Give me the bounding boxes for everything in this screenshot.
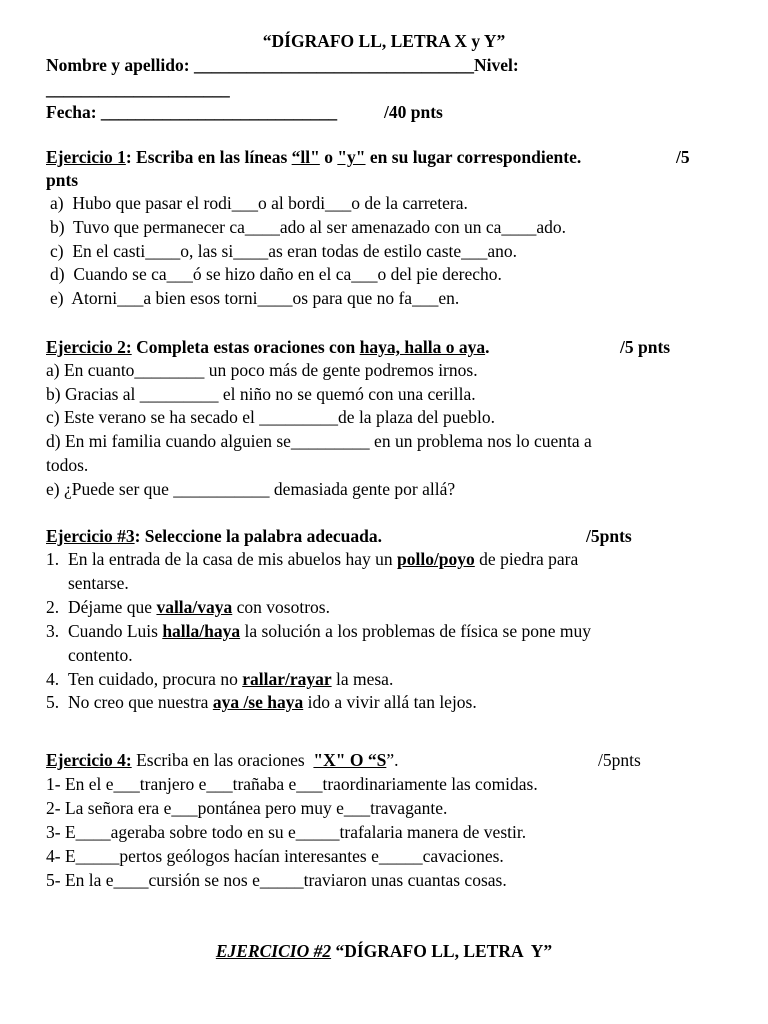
name-field: Nombre y apellido: ________________________________Nivel: [46, 55, 519, 75]
ex3-item-5-post: ido a vivir allá tan lejos. [303, 692, 477, 712]
ex1-ll: “ll" [291, 147, 320, 167]
ex3-instr: : Seleccione la palabra adecuada. [134, 526, 383, 546]
ex3-heading [46, 525, 382, 547]
worksheet-title: “DÍGRAFO LL, LETRA X y Y” [262, 31, 506, 51]
ex3-item-5-num: 5. [46, 692, 60, 712]
ex3-item-1-pre: En la entrada de la casa de mis abuelos hay un [68, 549, 397, 569]
total-points: /40 pnts [384, 102, 443, 122]
ex3-item-2-num: 2. [46, 597, 60, 617]
ex3-item-3-option: halla/haya [162, 621, 241, 641]
ex3-item-1-cont: sentarse. [68, 573, 129, 593]
ex4-letters: "X" O “S [313, 750, 387, 770]
ex3-item-4 [68, 668, 393, 690]
ex3-item-3-num: 3. [46, 621, 60, 641]
ex1-item-d: d) Cuando se ca___ó se hizo daño en el ca___o del pie derecho. [50, 264, 502, 284]
ex4-item-1: 1- En el e___tranjero e___trañaba e___traordinariamente las comidas. [46, 774, 538, 794]
ex1-heading [46, 146, 581, 168]
ex3-item-2 [68, 596, 330, 618]
ex2-instr: Completa estas oraciones con [131, 337, 360, 357]
ex2-item-b: b) Gracias al _________ el niño no se quemó con una cerilla. [46, 384, 476, 404]
ex1-item-b: b) Tuvo que permanecer ca____ado al ser amenazado con un ca____ado. [50, 217, 567, 237]
ex2-item-a: a) En cuanto________ un poco más de gente podremos irnos. [46, 360, 478, 380]
ex1-points-cont: pnts [46, 170, 79, 190]
ex1-instr-b: en su lugar correspondiente. [365, 147, 582, 167]
ex3-item-4-post: la mesa. [331, 669, 394, 689]
ex4-item-2: 2- La señora era e___pontánea pero muy e___travagante. [46, 798, 448, 818]
ex2-item-c: c) Este verano se ha secado el _________de la plaza del pueblo. [46, 407, 495, 427]
ex1-label: Ejercicio 1 [46, 147, 126, 167]
ex1-instr-a: : Escriba en las líneas [125, 147, 292, 167]
ex3-item-5-pre: No creo que nuestra [68, 692, 213, 712]
ex3-item-3 [68, 620, 591, 642]
ex1-item-c: c) En el casti____o, las si____as eran todas de estilo caste___ano. [50, 241, 518, 261]
ex4-label: Ejercicio 4: [46, 750, 132, 770]
ex4-item-3: 3- E____ageraba sobre todo en su e_____trafalaria manera de vestir. [46, 822, 527, 842]
ex1-item-e: e) Atorni___a bien esos torni____os para que no fa___en. [50, 288, 460, 308]
ex3-item-4-pre: Ten cuidado, procura no [68, 669, 243, 689]
ex2-heading [46, 336, 489, 358]
ex3-item-4-num: 4. [46, 669, 60, 689]
ex1-points: /5 [676, 147, 690, 167]
ex3-item-1 [68, 548, 578, 570]
ex3-item-2-pre: Déjame que [68, 597, 157, 617]
ex2-dot: . [485, 337, 490, 357]
name-field-continuation: _____________________ [46, 79, 230, 99]
ex2-label: Ejercicio 2: [46, 337, 132, 357]
ex4-end: ”. [386, 750, 399, 770]
ex3-item-3-cont: contento. [68, 645, 133, 665]
ex3-label: Ejercicio #3 [46, 526, 135, 546]
ex3-item-4-option: rallar/rayar [242, 669, 332, 689]
ex1-y: "y" [337, 147, 366, 167]
ex4-item-4: 4- E_____pertos geólogos hacían interesantes e_____cavaciones. [46, 846, 504, 866]
footer-label: EJERCICIO #2 [215, 941, 332, 961]
ex3-item-5-option: aya /se haya [212, 692, 304, 712]
ex4-heading [46, 749, 399, 771]
ex1-o: o [319, 147, 338, 167]
ex3-item-1-option: pollo/poyo [396, 549, 475, 569]
ex3-item-3-pre: Cuando Luis [68, 621, 163, 641]
ex3-item-3-post: la solución a los problemas de física se pone muy [240, 621, 592, 641]
ex2-item-d: d) En mi familia cuando alguien se_________ en un problema nos lo cuenta a [46, 431, 592, 451]
ex4-instr: Escriba en las oraciones [131, 750, 314, 770]
ex2-words: haya, halla o aya [359, 337, 486, 357]
ex3-item-1-post: de piedra para [474, 549, 579, 569]
ex2-item-d-cont: todos. [46, 455, 89, 475]
ex1-item-a: a) Hubo que pasar el rodi___o al bordi___o de la carretera. [50, 193, 468, 213]
ex3-item-1-num: 1. [46, 549, 60, 569]
footer-title-text: “DÍGRAFO LL, LETRA Y” [331, 941, 553, 961]
ex3-item-2-option: valla/vaya [156, 597, 233, 617]
ex3-points: /5pnts [586, 526, 632, 546]
ex2-points: /5 pnts [620, 337, 671, 357]
ex4-points: /5pnts [598, 750, 641, 770]
footer-title [0, 940, 768, 962]
ex4-item-5: 5- En la e____cursión se nos e_____traviaron unas cuantas cosas. [46, 870, 507, 890]
ex3-item-2-post: con vosotros. [232, 597, 330, 617]
date-field: Fecha: ___________________________ [46, 102, 338, 122]
ex2-item-e: e) ¿Puede ser que ___________ demasiada gente por allá? [46, 479, 456, 499]
ex3-item-5 [68, 691, 477, 713]
